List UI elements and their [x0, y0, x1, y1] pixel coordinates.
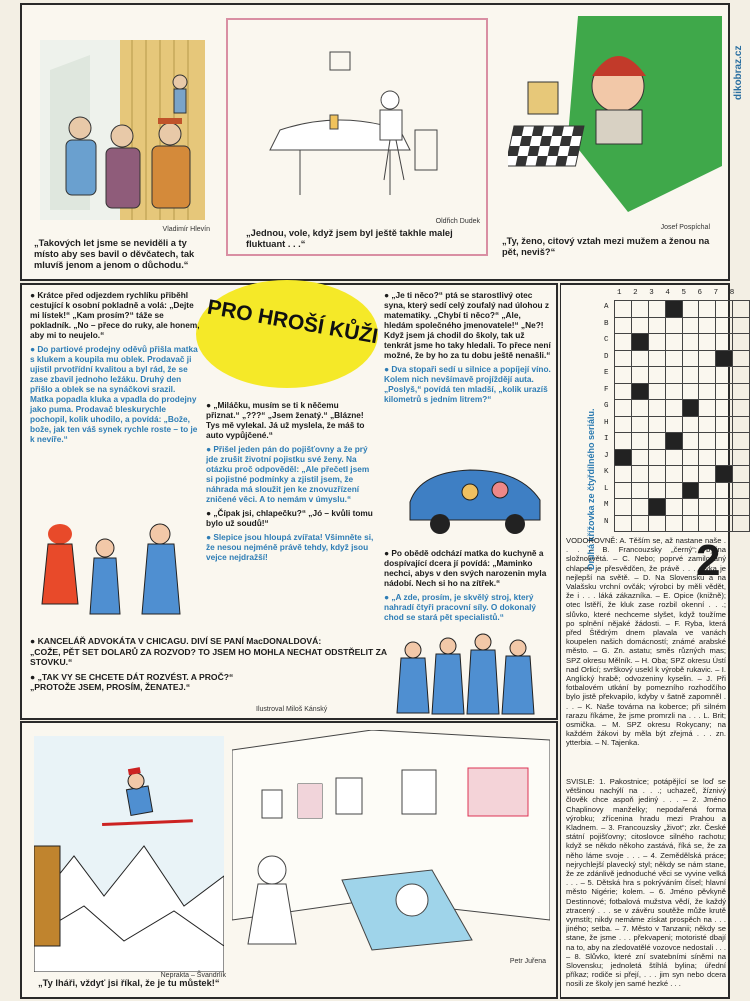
feature-column-1 — [30, 290, 200, 448]
cartoon-caption: „Ty lháři, vždyť jsi říkal, že je tu můstek!“ — [38, 978, 220, 988]
crossword-cell[interactable] — [682, 449, 699, 466]
crossword-cell[interactable] — [615, 416, 632, 433]
crossword-cell — [716, 350, 733, 367]
crossword-row — [615, 466, 750, 483]
cartoon-man-chess — [508, 16, 722, 212]
joke-line: ● KANCELÁŘ ADVOKÁTA V CHICAGU. DIVÍ SE PANÍ MacDONALDOVÁ: — [30, 636, 322, 646]
crossword-cell — [631, 383, 648, 400]
crossword-column-labels: 12345678 — [617, 289, 746, 297]
cartoon-old-men-talking — [40, 10, 220, 222]
crossword-cell — [682, 482, 699, 499]
crossword-cell[interactable] — [615, 466, 632, 483]
crossword-cell[interactable] — [733, 433, 750, 450]
crossword-cell[interactable] — [665, 400, 682, 417]
crossword-row-label: A — [604, 303, 609, 311]
crossword-cell[interactable] — [699, 400, 716, 417]
crossword-cell[interactable] — [716, 301, 733, 318]
crossword-cell[interactable] — [716, 515, 733, 532]
crossword-cell[interactable] — [665, 350, 682, 367]
crossword-clues-horizontal: VODOROVNĚ: A. Těším se, až nastane naše . . . – B. Francouzsky „černý“; bylina složnokvětá. – C. Nebo; poprvé zamilovaný chlapec je přesvědčen, že právě . . . dívka je nejlepší na světě. – D. Na Slovensku a na Valašsku vrchní ovčák; výrobci by měli vědět, že i . . . láká zákazníka. – E. Opice (knižně); otec lstěří, že kluk zase rozbil okenní . . .; slůvko, které nechceme slyšet, když toužíme po splnění nějaké žádosti. – F. Ryba, která před Štědrým dnem plavala ve vanách koupelen našich domácností; známé arabské město. – G. Zn. astatu; směs různých mas; SPZ okresu Mělník. – H. Oba; SPZ okresu Ústí nad Orlicí; svrškový usekl k výrobě rukavic. – I. Anglický hrabě; odvozeniny kyselin. – J. Při fotbalovém utkání by pomezního rozhodčího bylo jistě překvapilo, kdyby v šatně zapomněl . . . – K. Naše továrna na koberce; při silném rarazu říkáme, že jsme promrzli na . . . L. Brit; osmička. – M. SPZ okresu Rokycany; na každém žákovi by měla být zřejmá . . . zn. ytterbia. – N. Tajenka. — [566, 536, 726, 748]
crossword-cell[interactable] — [699, 482, 716, 499]
crossword-cell[interactable] — [631, 317, 648, 334]
crossword-cell[interactable] — [631, 499, 648, 516]
crossword-cell[interactable] — [699, 449, 716, 466]
crossword-cell[interactable] — [733, 482, 750, 499]
joke: ● Po obědě odchází matka do kuchyně a dospívající dcera jí povídá: „Maminko nechci, abys v den svých narozenin myla nádobí. Nech si ho na zítřek.“ — [384, 548, 547, 588]
crossword-cell[interactable] — [665, 449, 682, 466]
crossword-row-label: D — [604, 352, 609, 361]
crossword-row-label: H — [604, 418, 609, 427]
joke: ● Dva stopaři sedí u silnice a popíjejí víno. Kolem nich nevšímavě projíždějí auta. „Poslyš,“ povídá ten mladší, „kolik urazíš kilometrů s jedním litrem?“ — [384, 364, 551, 404]
crossword-cell[interactable] — [615, 317, 632, 334]
crossword-grid[interactable] — [614, 300, 750, 532]
crossword-row-label: C — [604, 336, 609, 344]
crossword-cell[interactable] — [733, 499, 750, 516]
crossword-row — [615, 400, 750, 417]
joke: ● „A zde, prosím, je skvělý stroj, který nahradí čtyři pracovní síly. O dokonalý chod se stará pět specialistů.“ — [384, 592, 537, 622]
crossword-cell — [665, 433, 682, 450]
joke: ● „Miláčku, musím se ti k něčemu přiznat.“ „???“ „Jsem ženatý.“ „Blázne! Tys mě vylekal. Já už myslela, že máš to auto vypůjčené.“ — [206, 400, 365, 440]
crossword-cell[interactable] — [665, 367, 682, 384]
crossword-cell[interactable] — [631, 433, 648, 450]
feature-column-3 — [384, 290, 552, 408]
crossword-clues-vertical: SVISLE: 1. Pakostnice; potápějící se loď se většinou nachýlí na . . .; uchazeč, žíznivý člověk chce aspoň jediný . . . – 2. Jméno Chaplinovy manželky; nepodařená forma výrobku; zřícenina hradu mezi Prahou a Kladnem. – 3. Francouzsky „život“; zkr. České státní pojišťovny; citoslovce silného rachotu; když se někdo někoho zastává, říká se, že za něho láme svoje . . . – 4. Zemědělská práce; nejrychlejší plavecký styl; někdy se nám stane, že ze zdánlivě jednoduché věci se vyvine velká . . . – 5. Dětská hra s pokrýváním čísel; hlavní město Nigérie; kolem. – 6. Jméno pěvkyně Destinnové; fotbalová mužstva vědí, že každý ztracený . . . se v závěru soutěže může krutě vymstít; nikdy nemáme získat prospěch na . . . jiného; setba. – 7. Město v Tanzanii; někdy se stane, že jsme . . . překvapeni; motoristé dbají na to, aby na zledovatělé vozovce nedostali . . . – 8. Slůvko, které zní svatebními síněmi na Slovensku; jednoletá štíhlá bylina; úřední příkaz; rodiče si přejí, . . . jim syn nebo dcera nosili ze školy jen samé hezké . . . — [566, 777, 726, 989]
crossword-cell[interactable] — [733, 317, 750, 334]
crossword-row — [615, 499, 750, 516]
crossword-cell[interactable] — [682, 383, 699, 400]
crossword-cell[interactable] — [716, 433, 733, 450]
crossword-cell[interactable] — [682, 317, 699, 334]
cartoon-credit: Josef Pospíchal — [660, 224, 710, 231]
crossword-cell[interactable] — [682, 499, 699, 516]
crossword-cell[interactable] — [648, 334, 665, 351]
crossword-row-label: B — [604, 319, 609, 328]
crossword-cell[interactable] — [631, 350, 648, 367]
crossword-cell[interactable] — [648, 317, 665, 334]
crossword-cell[interactable] — [665, 466, 682, 483]
crossword-cell[interactable] — [699, 367, 716, 384]
crossword-cell[interactable] — [615, 367, 632, 384]
crossword-cell[interactable] — [615, 334, 632, 351]
crossword-cell[interactable] — [699, 350, 716, 367]
crossword-cell[interactable] — [716, 499, 733, 516]
crossword-cell[interactable] — [699, 317, 716, 334]
crossword-cell[interactable] — [716, 449, 733, 466]
crossword-cell — [716, 466, 733, 483]
feature-credit: Ilustroval Miloš Kánský — [256, 706, 328, 713]
crossword-row — [615, 515, 750, 532]
crossword-cell[interactable] — [665, 317, 682, 334]
crossword-cell[interactable] — [648, 301, 665, 318]
crossword-cell[interactable] — [648, 466, 665, 483]
feature-column-2 — [206, 400, 374, 566]
crossword-cell[interactable] — [699, 301, 716, 318]
cartoon-ski-jumper — [34, 736, 224, 972]
crossword-cell[interactable] — [648, 482, 665, 499]
crossword-cell[interactable] — [733, 416, 750, 433]
crossword-cell[interactable] — [648, 449, 665, 466]
crossword-cell[interactable] — [699, 433, 716, 450]
crossword-cell[interactable] — [716, 400, 733, 417]
feature-bottom-jokes — [30, 636, 390, 697]
crossword-row — [615, 317, 750, 334]
joke: ● „Je ti něco?“ ptá se starostlivý otec syna, který sedí celý zoufalý nad úlohou z matematiky. „Chybí ti něco?“ „Ale, hledám společného jmenovatele!“ „Ne?! Když jsem já chodil do školy, tak už tenkrát jsme ho taky hledali. To přece není možné, že by ho za tu dobu ještě nenašli.“ — [384, 290, 551, 360]
crossword-cell[interactable] — [665, 383, 682, 400]
crossword-cell — [631, 334, 648, 351]
crossword-row — [615, 433, 750, 450]
crossword-cell[interactable] — [682, 466, 699, 483]
crossword-cell — [665, 301, 682, 318]
crossword-cell[interactable] — [648, 350, 665, 367]
crossword-cell[interactable] — [631, 482, 648, 499]
cartoon-credit: Vladimír Hlevín — [162, 226, 210, 233]
crossword-cell[interactable] — [699, 466, 716, 483]
crossword-cell[interactable] — [665, 515, 682, 532]
cartoon-caption: „Takových let jsme se neviděli a ty místo aby ses bavil o děvčatech, tak mluvíš jenom a jenom o důchodu.“ — [34, 238, 195, 270]
crossword-series-title: Druhá křížovka ze čtyřdílného seriálu. — [586, 408, 596, 570]
crossword-cell[interactable] — [716, 334, 733, 351]
crossword-cell[interactable] — [733, 400, 750, 417]
joke-line: ● „TAK VY SE CHCETE DÁT ROZVÉST. A PROČ?“ — [30, 671, 234, 682]
crossword-cell[interactable] — [682, 416, 699, 433]
crossword-cell[interactable] — [631, 466, 648, 483]
crossword-cell[interactable] — [716, 383, 733, 400]
crossword-cell[interactable] — [648, 433, 665, 450]
crossword-cell[interactable] — [716, 482, 733, 499]
crossword-cell[interactable] — [733, 466, 750, 483]
crossword-cell[interactable] — [699, 416, 716, 433]
crossword-cell[interactable] — [699, 515, 716, 532]
crossword-cell[interactable] — [615, 515, 632, 532]
crossword-row — [615, 449, 750, 466]
crossword-row — [615, 301, 750, 318]
crossword-cell[interactable] — [682, 334, 699, 351]
crossword-row-label: E — [604, 369, 609, 377]
cartoon-credit: Petr Juřena — [509, 958, 546, 965]
watermark: dikobraz.cz — [733, 45, 744, 100]
crossword-cell[interactable] — [733, 334, 750, 351]
crossword-cell — [682, 400, 699, 417]
crossword-cell[interactable] — [699, 383, 716, 400]
cartoon-credit: Oldřich Dudek — [435, 218, 480, 225]
crossword-cell[interactable] — [699, 334, 716, 351]
crossword-cell[interactable] — [682, 350, 699, 367]
crossword-row-label: M — [604, 501, 609, 509]
joke: ● „Čípak jsi, chlapečku?“ „Jó – kvůli tomu bylo už soudů!“ — [206, 508, 373, 528]
crossword-row-label: J — [604, 451, 609, 460]
crossword-row — [615, 482, 750, 499]
cartoon-credit: Neprakta – Švandrlík — [160, 972, 226, 979]
cartoon-restaurant-table — [240, 30, 476, 200]
crossword-cell[interactable] — [615, 499, 632, 516]
crossword-cell[interactable] — [631, 416, 648, 433]
crossword-cell[interactable] — [665, 482, 682, 499]
joke: ● Do partiové prodejny oděvů přišla matka s klukem a koupila mu oblek. Prodavač ji ujistil prvotřídní kvalitou a byl rád, že se zase zbavil jednoho ležáku. Druhý den přišlo a oblek se na synáčkovi srazil. Matka popadla kluka a vpadla do prodejny jako puma. Prodavač bleskurychle pochopil, kolik uhodilo, a povídá: „Bože, bože, jak ten váš synek rychle roste – to je k nevíře.“ — [30, 344, 198, 444]
crossword-row — [615, 416, 750, 433]
crossword-cell[interactable] — [733, 449, 750, 466]
crossword-cell[interactable] — [631, 449, 648, 466]
crossword-cell[interactable] — [682, 301, 699, 318]
joke: ● Slepice jsou hloupá zvířata! Všimněte si, že nesou nejméně právě tehdy, když jsou vejce nejdražší! — [206, 532, 374, 562]
crossword-cell[interactable] — [631, 515, 648, 532]
crossword-cell[interactable] — [733, 367, 750, 384]
crossword-row — [615, 334, 750, 351]
crossword-cell[interactable] — [733, 350, 750, 367]
crossword-cell[interactable] — [615, 301, 632, 318]
illustration-people-dancing — [30, 514, 195, 626]
crossword-cell[interactable] — [631, 400, 648, 417]
crossword-cell[interactable] — [648, 400, 665, 417]
crossword-cell[interactable] — [733, 515, 750, 532]
cartoon-caption: „Ty, ženo, citový vztah mezi mužem a ženou na pět, neviš?“ — [502, 236, 710, 257]
crossword-number: 2 — [696, 536, 721, 585]
crossword-cell[interactable] — [648, 416, 665, 433]
crossword-row-label: L — [604, 484, 609, 493]
crossword-row — [615, 367, 750, 384]
crossword-cell[interactable] — [648, 515, 665, 532]
crossword-cell[interactable] — [665, 416, 682, 433]
crossword-cell[interactable] — [631, 301, 648, 318]
feature-column-3b — [384, 548, 552, 626]
joke-line: „PROTOŽE JSEM, PROSÍM, ŽENATEJ.“ — [30, 682, 191, 692]
joke: ● Krátce před odjezdem rychlíku přiběhl cestující k osobní pokladně a volá: „Dejte mi lístek!“ „Kam prosím?“ táže se pokladník. „No – přece do ruky, ale honem, aby mi to neujelo.“ — [30, 290, 200, 340]
crossword-row-label: F — [604, 385, 609, 394]
crossword-cell[interactable] — [699, 499, 716, 516]
crossword-cell[interactable] — [615, 350, 632, 367]
crossword-cell[interactable] — [615, 400, 632, 417]
crossword-cell[interactable] — [733, 301, 750, 318]
illustration-machine-specialists — [396, 628, 552, 718]
crossword-row — [615, 383, 750, 400]
illustration-car — [400, 462, 550, 538]
crossword-cell[interactable] — [615, 482, 632, 499]
crossword-row-label: N — [604, 517, 609, 526]
joke: ● Přišel jeden pán do pojišťovny a že prý jde zrušit životní pojistku své ženy. Na otázku proč odpověděl: „Ale přečetl jsem si pojistné podmínky a zjistil jsem, že náhrada má sloužit jen ke znovuzřízení zničené věci. A to nemám v úmyslu.“ — [206, 444, 370, 504]
crossword-cell[interactable] — [682, 433, 699, 450]
crossword-cell[interactable] — [665, 334, 682, 351]
crossword-cell[interactable] — [665, 499, 682, 516]
crossword-cell[interactable] — [648, 367, 665, 384]
crossword-row-label: G — [604, 402, 609, 410]
feature-title: PRO HROŠÍ KŮŽI — [205, 295, 380, 349]
crossword-cell[interactable] — [682, 367, 699, 384]
crossword-cell — [648, 499, 665, 516]
crossword-cell — [615, 449, 632, 466]
crossword-cell[interactable] — [648, 383, 665, 400]
crossword-cell[interactable] — [716, 317, 733, 334]
crossword-cell[interactable] — [631, 367, 648, 384]
crossword-cell[interactable] — [615, 433, 632, 450]
crossword-row-label: K — [604, 468, 609, 476]
crossword-cell[interactable] — [733, 383, 750, 400]
crossword-cell[interactable] — [682, 515, 699, 532]
crossword-cell[interactable] — [615, 383, 632, 400]
cartoon-gallery — [232, 730, 550, 970]
crossword-cell[interactable] — [716, 367, 733, 384]
crossword-row — [615, 350, 750, 367]
joke-line: „COŽE, PĚT SET DOLARŮ ZA ROZVOD? TO JSEM HO MOHLA NECHAT ODSTŘELIT ZA STOVKU.“ — [30, 646, 387, 667]
crossword-cell[interactable] — [716, 416, 733, 433]
crossword-row-label: I — [604, 435, 609, 443]
cartoon-caption: „Jednou, vole, když jsem byl ještě takhle malej fluktuant . . .“ — [246, 228, 453, 249]
